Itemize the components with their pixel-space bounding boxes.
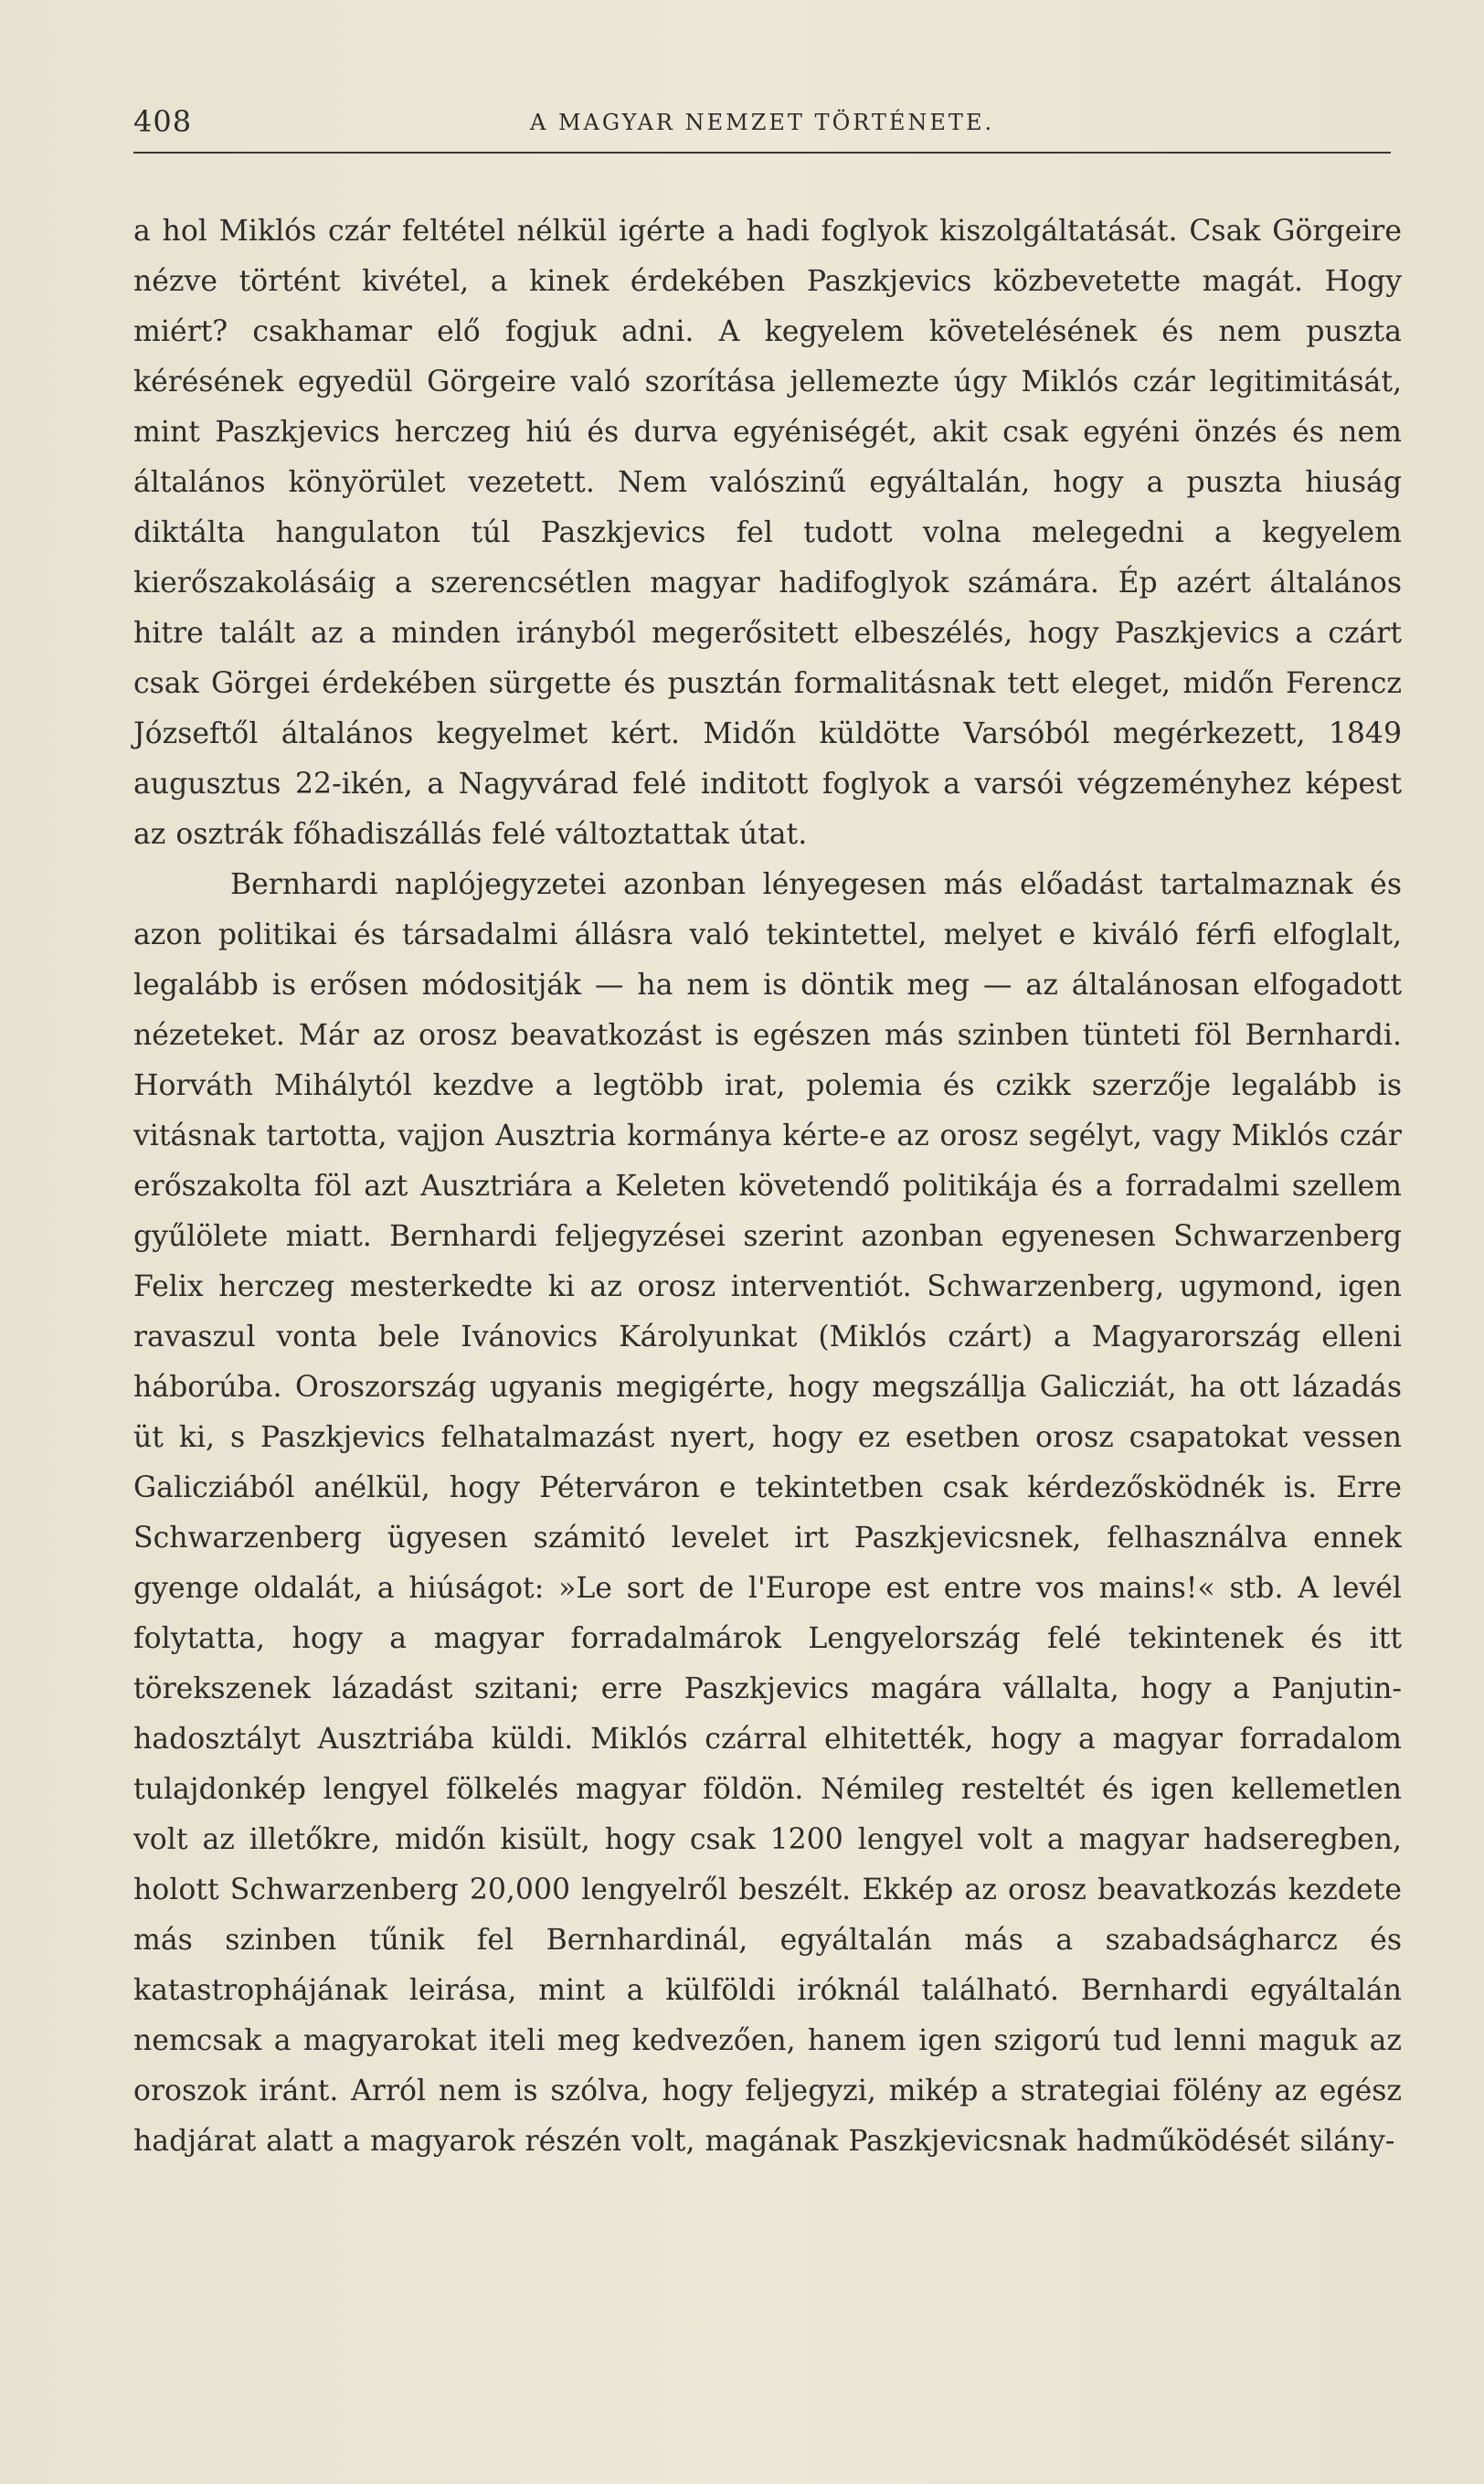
header-rule	[133, 152, 1391, 154]
paragraph-2: Bernhardi naplójegyzetei azonban lényegesen más előadást tartalmaznak és azon politikai és társadalmi állásra való tekintettel, melyet e kiváló férfi elfoglalt, legalább is erősen módositják — ha nem is döntik meg — az általánosan elfogadott nézeteket. Már az orosz beavatkozást is egészen más szinben tünteti föl Bernhardi. Horváth Mihálytól kezdve a legtöbb irat, polemia és czikk szerzője legalább is vitásnak tartotta, vajjon Ausztria kormánya kérte-e az orosz segélyt, vagy Miklós czár erőszakolta föl azt Ausztriára a Keleten követendő politikája és a forradalmi szellem gyűlölete miatt. Bernhardi feljegyzései szerint azonban egyenesen Schwarzenberg Felix herczeg mesterkedte ki az orosz interventiót. Schwarzenberg, ugymond, igen ravaszul vonta bele Ivánovics Károlyunkat (Miklós czárt) a Magyarország elleni háborúba. Oroszország ugyanis megigérte, hogy megszállja Galicziát, ha ott lázadás üt ki, s Paszkjevics felhatalmazást nyert, hogy ez esetben orosz csapatokat vessen Galicziából anélkül, hogy Péterváron e tekintetben csak kérdezősködnék is. Erre Schwarzenberg ügyesen számitó levelet irt Paszkjevicsnek, felhasználva ennek gyenge oldalát, a hiúságot: »Le sort de l'Europe est entre vos mains!« stb. A levél folytatta, hogy a magyar forradalmárok Lengyelország felé tekintenek és itt törekszenek lázadást szitani; erre Paszkjevics magára vállalta, hogy a Panjutin-hadosztályt Ausztriába küldi. Miklós czárral elhitették, hogy a magyar forradalom tulajdonkép lengyel fölkelés magyar földön. Némileg resteltét és igen kellemetlen volt az illetőkre, midőn kisült, hogy csak 1200 lengyel volt a magyar hadseregben, holott Schwarzenberg 20,000 lengyelről beszélt. Ekkép az orosz beavatkozás kezdete más szinben tűnik fel Bernhardinál, egyáltalán más a szabadságharcz és katastrophájának leirása, mint a külföldi iróknál található. Bernhardi egyáltalán nemcsak a magyarokat iteli meg kedvezően, hanem igen szigorú tud lenni maguk az oroszok iránt. Arról nem is szólva, hogy feljegyzi, mikép a strategiai fölény az egész hadjárat alatt a magyarok részén volt, magának Paszkjevicsnak hadműködését silány-	[133, 868, 1402, 2158]
body-text	[133, 207, 1402, 2167]
paragraph-1: a hol Miklós czár feltétel nélkül igérte a hadi foglyok kiszolgáltatását. Csak Görgeire nézve történt kivétel, a kinek érdekében Paszkjevics közbevetette magát. Hogy miért? csakhamar elő fogjuk adni. A kegyelem követelésének és nem puszta kérésének egyedül Görgeire való szorítása jellemezte úgy Miklós czár legitimitását, mint Paszkjevics herczeg hiú és durva egyéniségét, akit csak egyéni önzés és nem általános könyörület vezetett. Nem valószinű egyáltalán, hogy a puszta hiuság diktálta hangulaton túl Paszkjevics fel tudott volna melegedni a kegyelem kierőszakolásáig a szerencsétlen magyar hadifoglyok számára. Ép azért általános hitre talált az a minden irányból megerősitett elbeszélés, hogy Paszkjevics a czárt csak Görgei érdekében sürgette és pusztán formalitásnak tett eleget, midőn Ferencz Józseftől általános kegyelmet kért. Midőn küldötte Varsóból megérkezett, 1849 augusztus 22-ikén, a Nagyvárad felé inditott foglyok a varsói végzeményhez képest az osztrák főhadiszállás felé változtattak útat.	[133, 215, 1402, 851]
page-header	[133, 104, 1389, 150]
page-number: 408	[133, 104, 193, 139]
running-title: A MAGYAR NEMZET TÖRTÉNETE.	[530, 110, 995, 135]
